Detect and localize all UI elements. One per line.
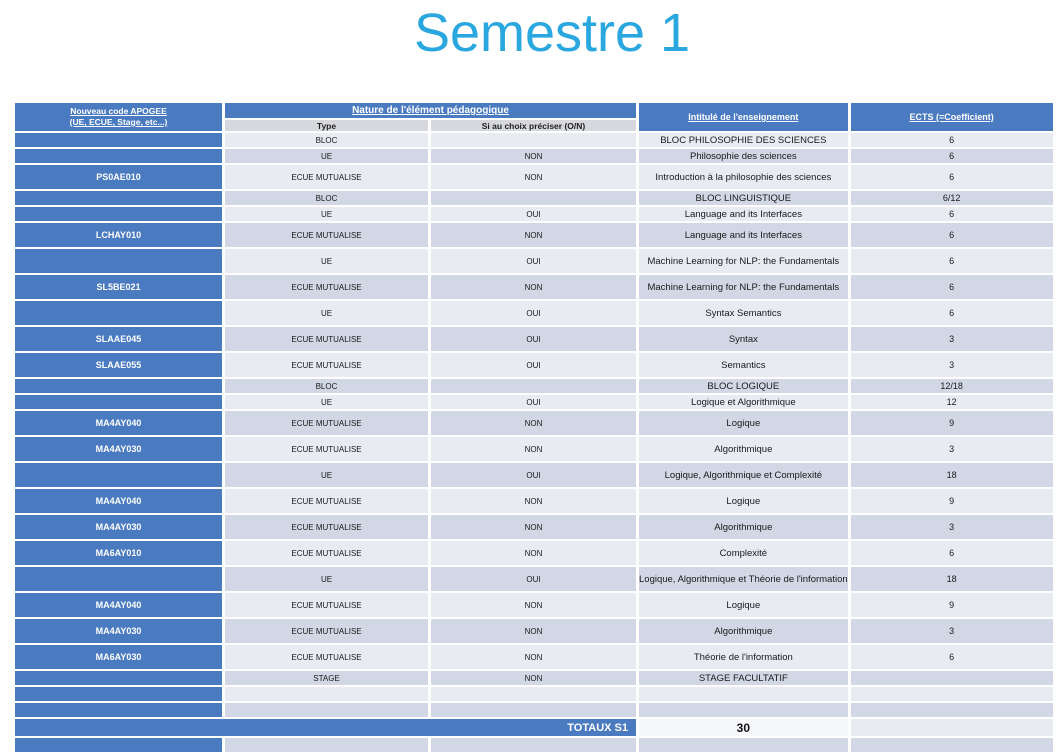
choix-cell: OUI [431,249,636,273]
code-cell [15,249,222,273]
type-cell [225,687,428,701]
table-row [15,645,1053,669]
semester-table [12,101,1056,754]
code-cell [15,207,222,221]
code-cell [15,738,222,752]
choix-cell [431,738,636,752]
table-row [15,489,1053,513]
code-cell [15,133,222,147]
choix-cell: NON [431,437,636,461]
type-cell: ECUE MUTUALISE [225,327,428,351]
totals-ects-cell [851,719,1053,736]
ects-cell: 3 [851,353,1053,377]
header-intitule-column: Intitulé de l'enseignement [639,103,848,131]
code-cell: MA4AY030 [15,515,222,539]
type-cell: ECUE MUTUALISE [225,353,428,377]
type-cell: UE [225,395,428,409]
type-cell: ECUE MUTUALISE [225,619,428,643]
choix-cell: NON [431,223,636,247]
choix-cell: NON [431,489,636,513]
ects-cell: 18 [851,567,1053,591]
type-cell: BLOC [225,379,428,393]
ects-cell: 6 [851,223,1053,247]
totals-label: TOTAUX S1 [15,719,636,736]
ects-cell: 18 [851,463,1053,487]
choix-cell: NON [431,619,636,643]
choix-cell: NON [431,541,636,565]
intitule-cell: Syntax [639,327,848,351]
table-row [15,149,1053,163]
type-cell [225,738,428,752]
intitule-cell: Logique [639,411,848,435]
ects-cell [851,703,1053,717]
ects-cell: 12 [851,395,1053,409]
ects-cell: 6 [851,645,1053,669]
code-cell [15,703,222,717]
type-cell: ECUE MUTUALISE [225,437,428,461]
table-row [15,738,1053,752]
table-row [15,165,1053,189]
choix-cell: NON [431,515,636,539]
header-type-column: Type [225,120,428,131]
totals-row [15,719,1053,736]
choix-cell: OUI [431,353,636,377]
table-row [15,249,1053,273]
choix-cell: OUI [431,463,636,487]
choix-cell: NON [431,411,636,435]
code-cell [15,671,222,685]
code-cell [15,463,222,487]
intitule-cell: Machine Learning for NLP: the Fundamentals [639,275,848,299]
code-cell: MA4AY040 [15,489,222,513]
choix-cell [431,133,636,147]
intitule-cell: Language and its Interfaces [639,207,848,221]
type-cell: UE [225,463,428,487]
header-choix-column: Si au choix préciser (O/N) [431,120,636,131]
ects-cell: 9 [851,411,1053,435]
table-header [15,103,1053,131]
ects-cell: 9 [851,489,1053,513]
table-row [15,463,1053,487]
table-body [15,133,1053,752]
choix-cell [431,703,636,717]
header-code-column [15,103,222,131]
type-cell: UE [225,207,428,221]
table-row [15,619,1053,643]
choix-cell: OUI [431,207,636,221]
code-cell: SLAAE055 [15,353,222,377]
code-cell [15,395,222,409]
ects-cell: 6/12 [851,191,1053,205]
table-row [15,687,1053,701]
ects-cell: 6 [851,149,1053,163]
code-cell: PS0AE010 [15,165,222,189]
choix-cell [431,379,636,393]
table-row [15,379,1053,393]
choix-cell: NON [431,165,636,189]
ects-cell: 3 [851,619,1053,643]
totals-value: 30 [639,719,848,736]
code-cell: LCHAY010 [15,223,222,247]
choix-cell: OUI [431,395,636,409]
table-row [15,437,1053,461]
choix-cell: OUI [431,301,636,325]
code-cell [15,567,222,591]
type-cell [225,703,428,717]
table-row [15,515,1053,539]
table-row [15,671,1053,685]
intitule-cell: Algorithmique [639,515,848,539]
ects-cell: 6 [851,133,1053,147]
intitule-cell [639,687,848,701]
type-cell: ECUE MUTUALISE [225,411,428,435]
type-cell: UE [225,249,428,273]
choix-cell: NON [431,149,636,163]
type-cell: ECUE MUTUALISE [225,541,428,565]
code-cell: MA4AY040 [15,411,222,435]
code-cell: MA4AY030 [15,437,222,461]
ects-cell: 3 [851,437,1053,461]
intitule-cell: Théorie de l'information [639,645,848,669]
table-row [15,301,1053,325]
intitule-cell: Philosophie des sciences [639,149,848,163]
header-nature-column: Nature de l'élément pédagogique [225,103,636,118]
table-row [15,411,1053,435]
intitule-cell: Introduction à la philosophie des sciences [639,165,848,189]
ects-cell: 6 [851,301,1053,325]
code-cell: MA4AY040 [15,593,222,617]
table-row [15,541,1053,565]
type-cell: ECUE MUTUALISE [225,165,428,189]
code-cell: MA6AY030 [15,645,222,669]
intitule-cell: Complexité [639,541,848,565]
choix-cell: OUI [431,327,636,351]
intitule-cell: Logique, Algorithmique et Complexité [639,463,848,487]
table-row [15,703,1053,717]
table-row [15,275,1053,299]
table-row [15,207,1053,221]
ects-cell: 6 [851,207,1053,221]
type-cell: ECUE MUTUALISE [225,515,428,539]
code-cell [15,191,222,205]
type-cell: ECUE MUTUALISE [225,275,428,299]
code-cell: SL5BE021 [15,275,222,299]
ects-cell: 12/18 [851,379,1053,393]
code-cell: SLAAE045 [15,327,222,351]
choix-cell: NON [431,671,636,685]
type-cell: BLOC [225,133,428,147]
choix-cell: OUI [431,567,636,591]
header-code-line2: (UE, ECUE, Stage, etc...) [69,117,168,127]
intitule-cell: Language and its Interfaces [639,223,848,247]
intitule-cell: STAGE FACULTATIF [639,671,848,685]
intitule-cell: Machine Learning for NLP: the Fundamentals [639,249,848,273]
ects-cell: 3 [851,327,1053,351]
page-title: Semestre 1 [413,3,691,63]
intitule-cell: BLOC PHILOSOPHIE DES SCIENCES [639,133,848,147]
code-cell [15,379,222,393]
intitule-cell: Syntax Semantics [639,301,848,325]
intitule-cell: Logique [639,593,848,617]
table-row [15,353,1053,377]
ects-cell: 6 [851,249,1053,273]
header-code-line1: Nouveau code APOGEE [70,106,167,116]
type-cell: ECUE MUTUALISE [225,223,428,247]
ects-cell: 3 [851,515,1053,539]
code-cell: MA4AY030 [15,619,222,643]
ects-cell: 6 [851,541,1053,565]
intitule-cell: Logique [639,489,848,513]
ects-cell: 9 [851,593,1053,617]
type-cell: BLOC [225,191,428,205]
intitule-cell: Algorithmique [639,619,848,643]
table-row [15,223,1053,247]
ects-cell [851,671,1053,685]
intitule-cell [639,738,848,752]
choix-cell: NON [431,275,636,299]
code-cell [15,687,222,701]
intitule-cell: Algorithmique [639,437,848,461]
type-cell: ECUE MUTUALISE [225,593,428,617]
table-row [15,395,1053,409]
choix-cell [431,191,636,205]
type-cell: STAGE [225,671,428,685]
ects-cell: 6 [851,165,1053,189]
choix-cell [431,687,636,701]
header-ects-column: ECTS (=Coefficient) [851,103,1053,131]
intitule-cell [639,703,848,717]
header-row-1 [15,103,1053,118]
table-row [15,191,1053,205]
table-row [15,327,1053,351]
type-cell: UE [225,301,428,325]
ects-cell: 6 [851,275,1053,299]
table-row [15,593,1053,617]
type-cell: UE [225,567,428,591]
type-cell: ECUE MUTUALISE [225,489,428,513]
intitule-cell: BLOC LOGIQUE [639,379,848,393]
type-cell: UE [225,149,428,163]
code-cell [15,149,222,163]
choix-cell: NON [431,593,636,617]
ects-cell [851,738,1053,752]
table-row [15,567,1053,591]
table-row [15,133,1053,147]
choix-cell: NON [431,645,636,669]
intitule-cell: Logique et Algorithmique [639,395,848,409]
code-cell [15,301,222,325]
intitule-cell: Semantics [639,353,848,377]
ects-cell [851,687,1053,701]
intitule-cell: Logique, Algorithmique et Théorie de l'information [639,567,848,591]
code-cell: MA6AY010 [15,541,222,565]
type-cell: ECUE MUTUALISE [225,645,428,669]
intitule-cell: BLOC LINGUISTIQUE [639,191,848,205]
